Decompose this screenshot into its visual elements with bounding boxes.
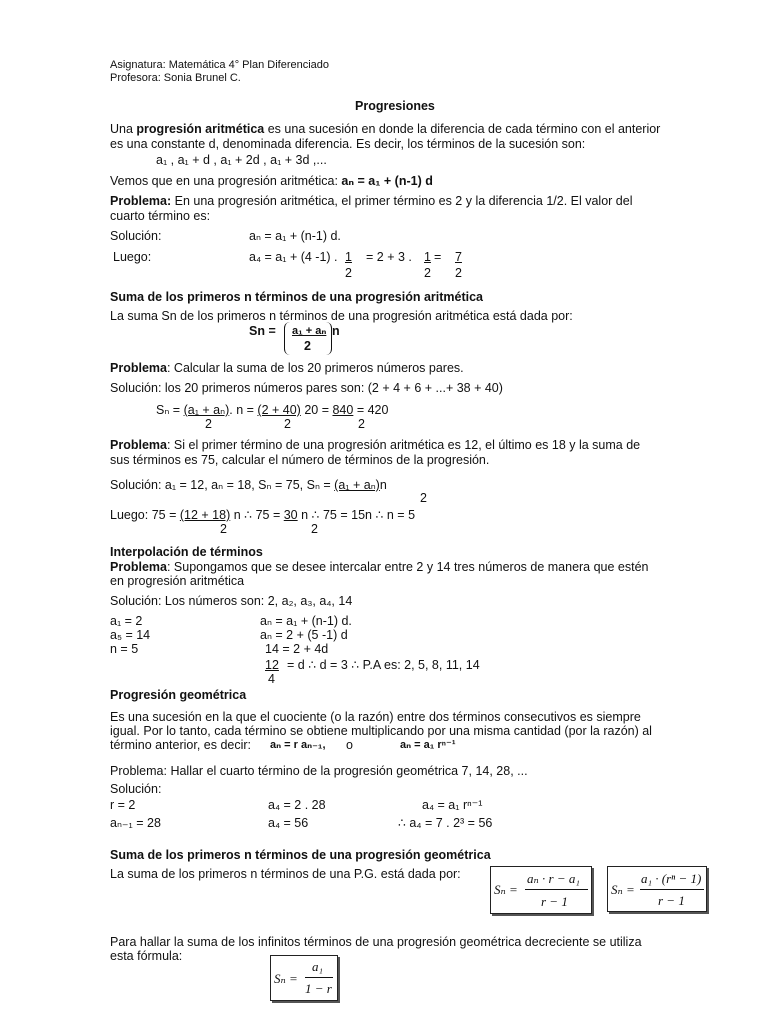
- problem-1: [110, 194, 632, 209]
- solution-label: Solución:: [110, 229, 162, 243]
- f1-den: r − 1: [541, 894, 568, 909]
- f2-den: r − 1: [658, 893, 685, 908]
- calc-part: Sₙ =: [156, 403, 184, 417]
- luego-part: Luego: 75 =: [110, 508, 180, 522]
- geom-line1: Es una sucesión en la que el cuociente (o la razón) entre dos términos consecutivos es siempre: [110, 710, 641, 724]
- f2-left: Sₙ =: [611, 882, 635, 897]
- calc-part: = 420: [353, 403, 389, 417]
- sn-label: Sn =: [249, 324, 276, 338]
- geom-sum-text: La suma de los primeros n términos de una P.G. está dada por:: [110, 867, 461, 881]
- geom-c1-1: aₙ₋₁ = 28: [110, 816, 161, 830]
- sum-denominator: 2: [304, 339, 311, 353]
- frac-two-num: 1: [424, 250, 431, 264]
- problem-1-line2: cuarto término es:: [110, 209, 211, 223]
- calc-den: 2: [284, 417, 291, 431]
- interp-heading: Interpolación de términos: [110, 545, 263, 559]
- problem-text: : Si el primer término de una progresión aritmética es 12, el último es 18 y la suma de: [166, 438, 641, 452]
- teacher-line: Profesora: Sonia Brunel C.: [110, 72, 241, 84]
- problem-label: Problema:: [110, 194, 172, 208]
- frac-three-num: 7: [455, 250, 462, 264]
- problem-2: [110, 361, 464, 376]
- geom-c1-0: r = 2: [110, 798, 136, 812]
- geom-or: o: [346, 738, 353, 752]
- frac-one-num: 1: [345, 250, 352, 264]
- f1-left: Sₙ =: [494, 882, 518, 897]
- f2-bar: [640, 889, 704, 890]
- geom-line3: [110, 738, 251, 753]
- luego-part: n ∴ 75 =: [230, 508, 284, 522]
- problem-label: Problema: [110, 438, 167, 452]
- geom-c2-1: a₄ = 56: [268, 816, 309, 830]
- general-pre: Vemos que en una progresión aritmética:: [110, 174, 338, 188]
- problem-label: Problema: [110, 361, 167, 375]
- geom-c3-0: a₄ = a₁ rⁿ⁻¹: [422, 798, 483, 812]
- calc-frac-num: (2 + 40): [257, 403, 301, 417]
- f1-bar: [525, 889, 588, 890]
- interp-left-1: a₅ = 14: [110, 628, 151, 642]
- problem-2-solution: Solución: los 20 primeros números pares son: (2 + 4 + 6 + ...+ 38 + 40): [110, 381, 503, 395]
- calc-part: . n =: [229, 403, 258, 417]
- interp-left-0: a₁ = 2: [110, 614, 143, 628]
- arith-sum-heading: Suma de los primeros n términos de una progresión aritmética: [110, 290, 484, 304]
- problem-3: [110, 438, 640, 453]
- f1-num: aₙ · r − a₁: [527, 871, 580, 886]
- geom-formula-2: aₙ = a₁ rⁿ⁻¹: [400, 739, 456, 751]
- geom-problem: Problema: Hallar el cuarto término de la progresión geométrica 7, 14, 28, ...: [110, 764, 528, 778]
- problem-text: En una progresión aritmética, el primer término es 2 y la diferencia 1/2. El valor del: [174, 194, 633, 208]
- problem-3-line2: sus términos es 75, calcular el número de términos de la progresión.: [110, 453, 490, 467]
- arith-intro-line2: es una constante d, denominada diferencia. Es decir, los términos de la sucesión son:: [110, 137, 586, 151]
- solution-frac-num: (a₁ + aₙ): [334, 478, 380, 492]
- sum-numerator: a₁ + aₙ: [292, 325, 327, 337]
- arith-general: [110, 174, 433, 189]
- f3-bar: [305, 977, 333, 978]
- luego-label: Luego:: [113, 250, 152, 264]
- problem-text: : Supongamos que se desee intercalar entre 2 y 14 tres números de manera que estén: [166, 560, 649, 574]
- intro-post: es una sucesión en donde la diferencia de cada término con el anterior: [267, 122, 661, 136]
- line-pre: término anterior, es decir:: [110, 738, 252, 752]
- frac-two-den: 2: [424, 266, 431, 280]
- intro-pre: Una: [110, 122, 133, 136]
- geom-formula-1: aₙ = r aₙ₋₁,: [270, 739, 326, 751]
- f2-num: a₁ · (rⁿ − 1): [641, 871, 702, 886]
- arith-terms: a₁ , a₁ + d , a₁ + 2d , a₁ + 3d ,...: [156, 153, 327, 167]
- geom-c2-0: a₄ = 2 . 28: [268, 798, 326, 812]
- geom-sum-heading: Suma de los primeros n términos de una progresión geométrica: [110, 848, 491, 862]
- calc-den: 2: [205, 417, 212, 431]
- luego-expr-b: = 2 + 3 .: [366, 250, 412, 264]
- solution-frac-den: 2: [420, 491, 427, 505]
- arith-sum-text: La suma Sn de los primeros n términos de una progresión aritmética está dada por:: [110, 309, 573, 323]
- interp-right-2: 14 = 2 + 4d: [265, 642, 329, 656]
- infinite-line1: Para hallar la suma de los infinitos términos de una progresión geométrica decreciente se utiliza: [110, 935, 642, 949]
- arith-intro: [110, 122, 660, 137]
- problem-2-calc: [156, 403, 388, 418]
- f3-left: Sₙ =: [274, 971, 298, 986]
- intro-bold: progresión aritmética: [136, 122, 265, 136]
- problem-label: Problema: [110, 560, 167, 574]
- infinite-line2: esta fórmula:: [110, 949, 183, 963]
- page-title: Progresiones: [355, 99, 435, 113]
- solution-formula: aₙ = a₁ + (n-1) d.: [249, 229, 341, 243]
- luego-expr-c: =: [434, 250, 442, 264]
- formula-box-1: [490, 866, 592, 914]
- subject-line: Asignatura: Matemática 4° Plan Diferenciado: [110, 59, 330, 71]
- calc-frac-num: (a₁ + aₙ): [183, 403, 230, 417]
- interp-solution: Solución: Los números son: 2, a₂, a₃, a₄, 14: [110, 594, 353, 608]
- luego-frac-num: 30: [283, 508, 298, 522]
- interp-frac-den: 4: [268, 672, 275, 686]
- formula-box-3: [270, 955, 338, 1001]
- luego-frac-den: 2: [311, 522, 318, 536]
- calc-part: 20 =: [300, 403, 333, 417]
- geom-c3-1: ∴ a₄ = 7 . 2³ = 56: [398, 816, 493, 830]
- solution-part: n: [379, 478, 387, 492]
- calc-frac-num: 840: [332, 403, 354, 417]
- general-formula: aₙ = a₁ + (n-1) d: [341, 174, 433, 188]
- interp-frac-num: 12: [265, 658, 279, 672]
- frac-one-den: 2: [345, 266, 352, 280]
- solution-part: Solución: a₁ = 12, aₙ = 18, Sₙ = 75, Sₙ =: [110, 478, 335, 492]
- problem-text: : Calcular la suma de los 20 primeros números pares.: [166, 361, 464, 375]
- interp-problem-line2: en progresión aritmética: [110, 574, 245, 588]
- luego-frac-den: 2: [220, 522, 227, 536]
- interp-right-1: aₙ = 2 + (5 -1) d: [260, 628, 348, 642]
- luego-part: n ∴ 75 = 15n ∴ n = 5: [297, 508, 416, 522]
- interp-problem: [110, 560, 649, 575]
- interp-left-2: n = 5: [110, 642, 139, 656]
- f3-num: a₁: [312, 959, 324, 974]
- formula-box-2: [607, 866, 707, 912]
- problem-3-luego: [110, 508, 415, 523]
- geom-line2: igual. Por lo tanto, cada término se obtiene multiplicando por una misma cantidad (por la razón) al: [110, 724, 652, 738]
- interp-right-0: aₙ = a₁ + (n-1) d.: [260, 614, 352, 628]
- problem-3-solution: [110, 478, 387, 493]
- luego-frac-num: (12 + 18): [179, 508, 231, 522]
- sum-n: n: [332, 324, 340, 338]
- geom-solution-label: Solución:: [110, 782, 162, 796]
- calc-den: 2: [358, 417, 365, 431]
- geom-heading: Progresión geométrica: [110, 688, 247, 702]
- f3-den: 1 − r: [305, 981, 332, 996]
- interp-result: = d ∴ d = 3 ∴ P.A es: 2, 5, 8, 11, 14: [287, 658, 480, 672]
- luego-expr-a: a₄ = a₁ + (4 -1) .: [249, 250, 338, 264]
- frac-three-den: 2: [455, 266, 462, 280]
